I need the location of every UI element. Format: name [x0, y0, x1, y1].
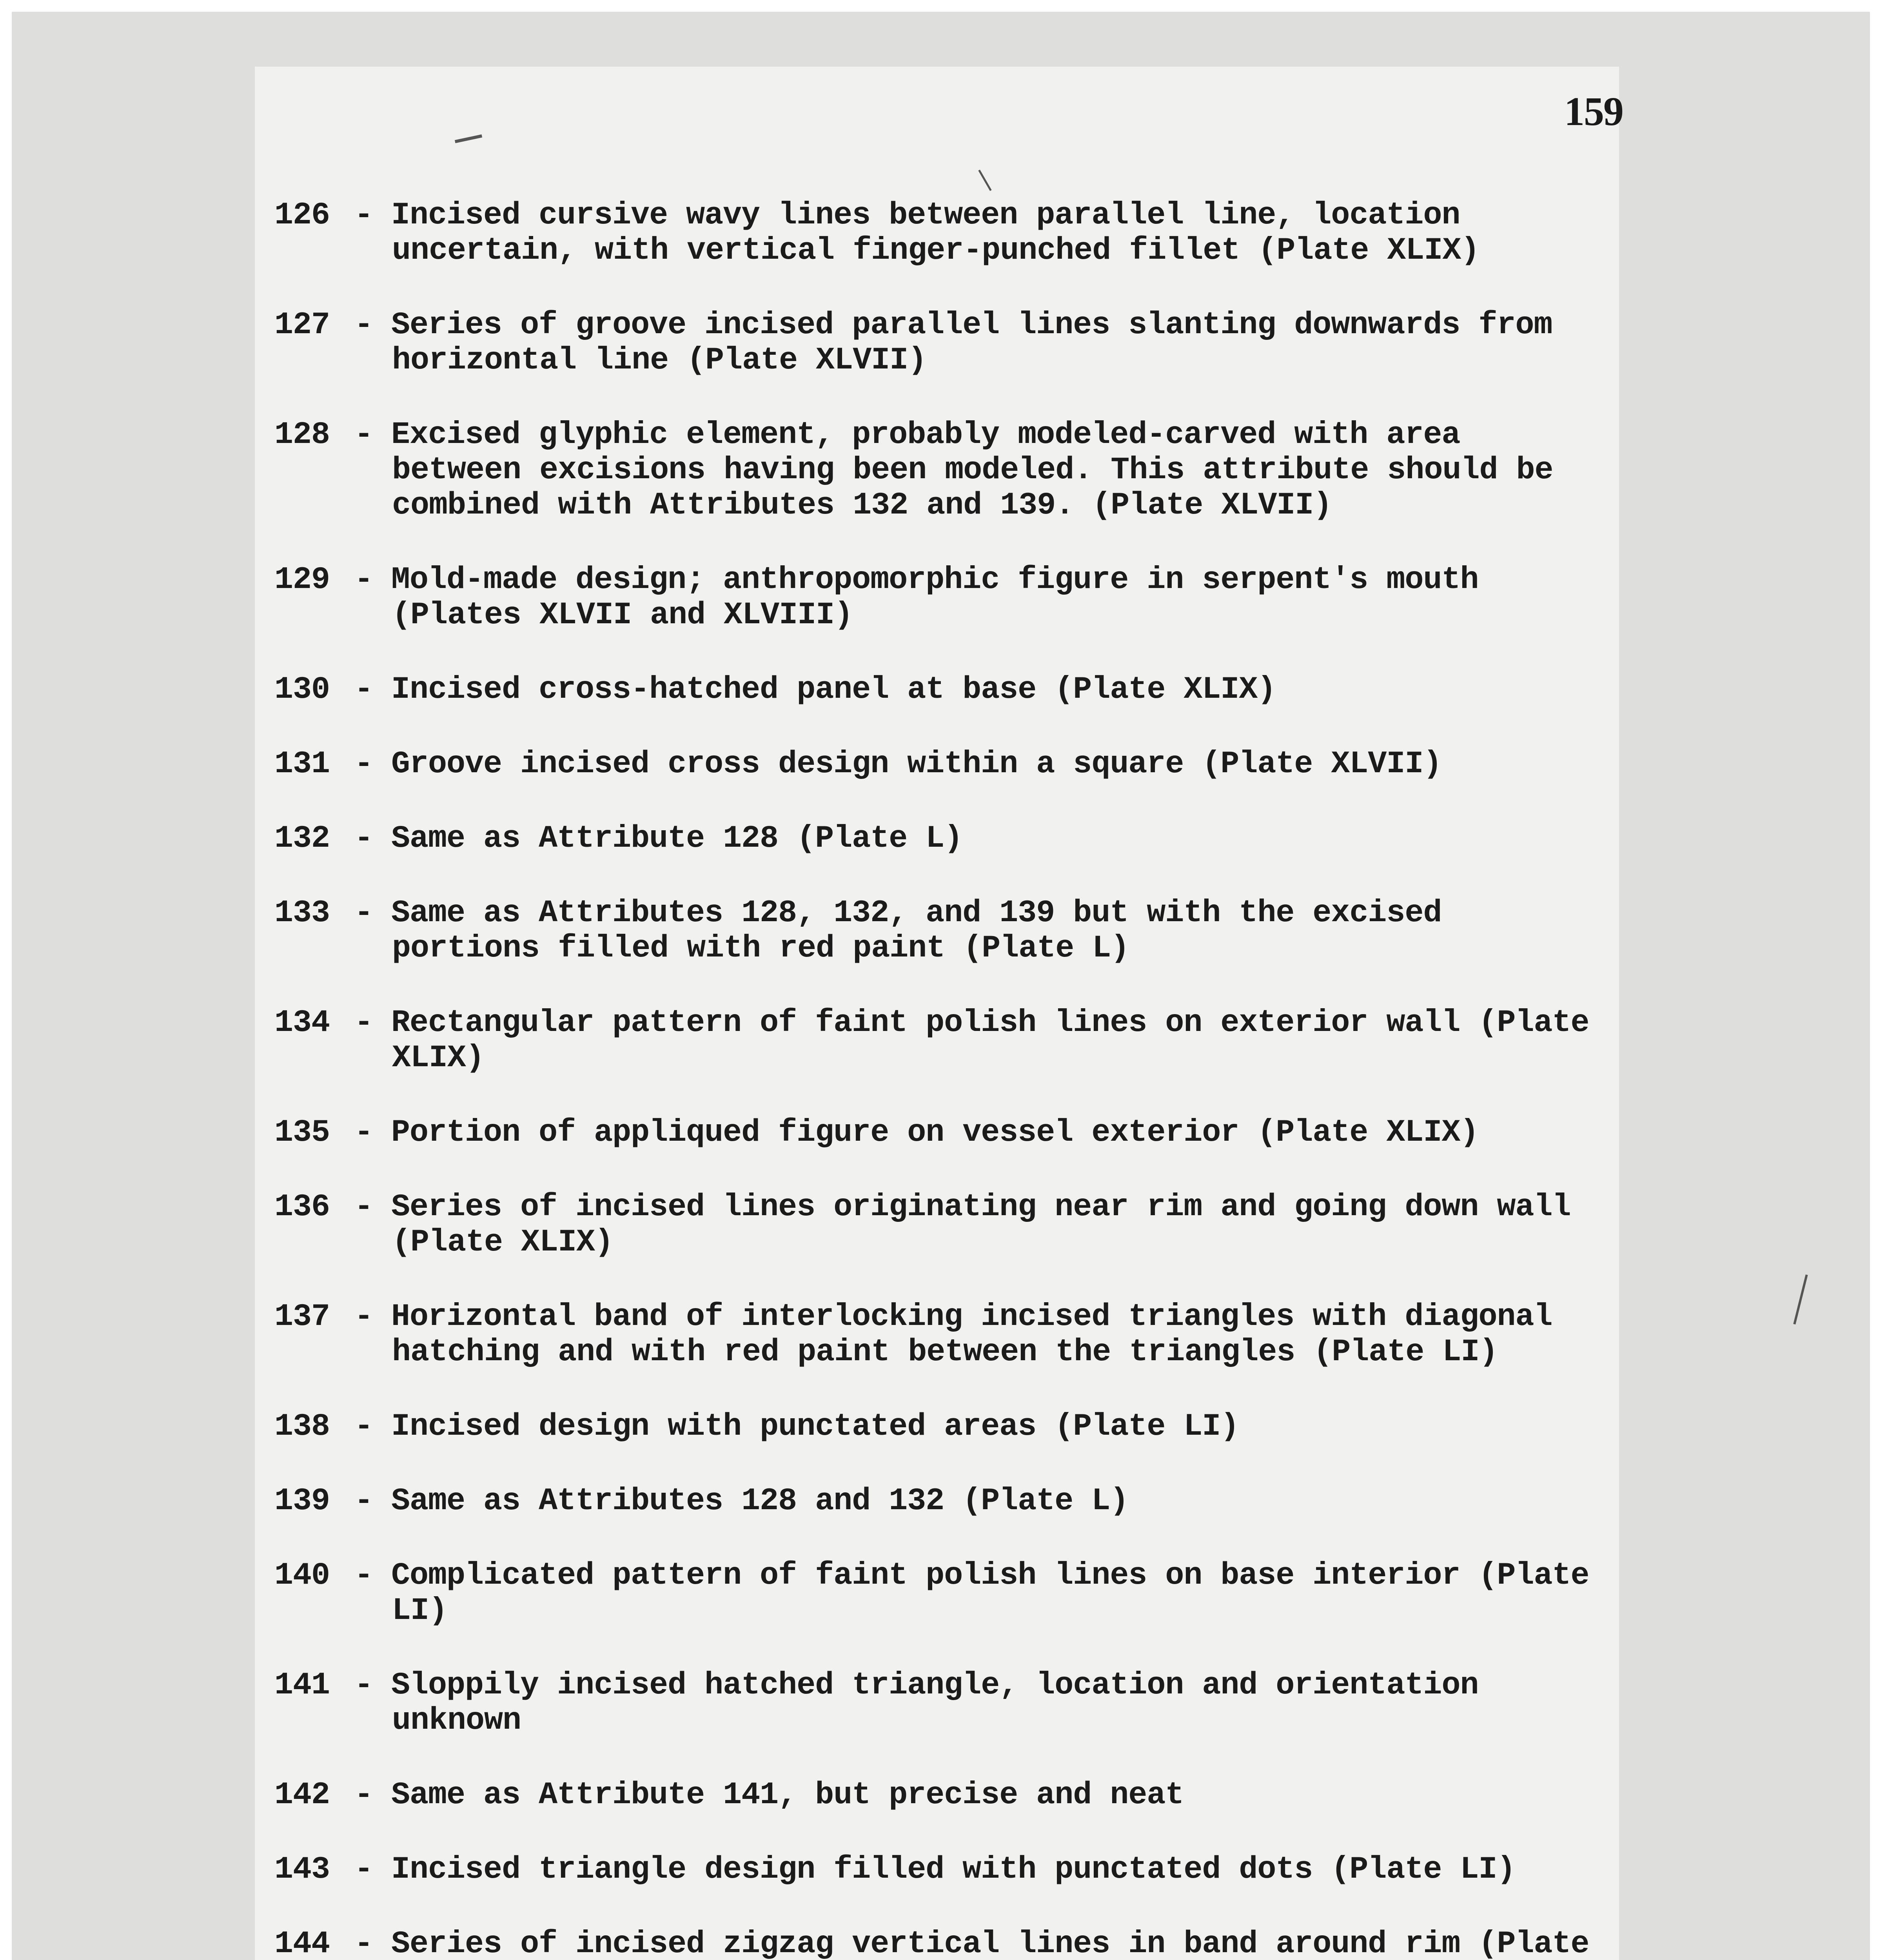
attribute-description: - Incised triangle design filled with punctated dots (Plate LI) [392, 1852, 1607, 1887]
attribute-description: - Same as Attribute 128 (Plate L) [392, 821, 1607, 857]
attribute-entry [274, 1190, 1607, 1260]
attribute-entry [274, 1778, 1607, 1813]
attribute-description: - Rectangular pattern of faint polish lines on exterior wall (Plate XLIX) [392, 1005, 1607, 1076]
attribute-description: - Same as Attributes 128, 132, and 139 but with the excised portions filled with red paint (Plate L) [392, 896, 1607, 966]
attribute-number: 137 [274, 1299, 330, 1335]
attribute-entry [274, 747, 1607, 782]
attribute-entry [274, 308, 1607, 378]
attribute-description: - Sloppily incised hatched triangle, location and orientation unknown [392, 1668, 1607, 1739]
attribute-description: - Series of incised zigzag vertical lines in band around rim (Plate [392, 1927, 1607, 1960]
attribute-number: 138 [274, 1409, 330, 1445]
attribute-description: - Excised glyphic element, probably modeled-carved with area between excisions having been modeled. This attribute should be combined with Attributes 132 and 139. (Plate XLVII) [392, 417, 1607, 523]
attribute-description: - Groove incised cross design within a square (Plate XLVII) [392, 747, 1607, 782]
attribute-number: 142 [274, 1777, 330, 1813]
attribute-entry [274, 417, 1607, 523]
attribute-entry [274, 1927, 1607, 1960]
attribute-description: - Incised design with punctated areas (Plate LI) [392, 1409, 1607, 1445]
attribute-entry [274, 1005, 1607, 1076]
attribute-entry [274, 1852, 1607, 1887]
attribute-description: - Portion of appliqued figure on vessel exterior (Plate XLIX) [392, 1115, 1607, 1151]
attribute-entry [274, 563, 1607, 633]
attribute-description: - Complicated pattern of faint polish lines on base interior (Plate LI) [392, 1558, 1607, 1629]
attribute-description: - Series of incised lines originating near rim and going down wall (Plate XLIX) [392, 1190, 1607, 1260]
page-number: 159 [1564, 89, 1623, 134]
attribute-description: - Horizontal band of interlocking incised triangles with diagonal hatching and with red paint between the triangles (Plate LI) [392, 1299, 1607, 1370]
attribute-number: 135 [274, 1115, 330, 1151]
attribute-entry [274, 1484, 1607, 1519]
attribute-description: - Series of groove incised parallel lines slanting downwards from horizontal line (Plate XLVII) [392, 308, 1607, 378]
attribute-number: 131 [274, 746, 330, 782]
attribute-entry [274, 1558, 1607, 1629]
attribute-number: 127 [274, 307, 330, 343]
attribute-number: 143 [274, 1852, 330, 1887]
attribute-number: 128 [274, 417, 330, 453]
attribute-number: 139 [274, 1483, 330, 1519]
attribute-description: - Incised cursive wavy lines between parallel line, location uncertain, with vertical finger-punched fillet (Plate XLIX) [392, 198, 1607, 269]
attribute-entry [274, 896, 1607, 966]
attribute-description: - Same as Attributes 128 and 132 (Plate L) [392, 1484, 1607, 1519]
attribute-entry [274, 672, 1607, 708]
attribute-list [274, 198, 1607, 1960]
attribute-description: - Same as Attribute 141, but precise and neat [392, 1778, 1607, 1813]
attribute-number: 140 [274, 1558, 330, 1593]
attribute-entry [274, 821, 1607, 857]
attribute-entry [274, 1409, 1607, 1445]
attribute-entry [274, 1115, 1607, 1151]
attribute-number: 132 [274, 821, 330, 857]
attribute-number: 144 [274, 1926, 330, 1960]
attribute-entry [274, 1299, 1607, 1370]
attribute-number: 136 [274, 1189, 330, 1225]
attribute-number: 130 [274, 672, 330, 708]
attribute-number: 129 [274, 562, 330, 598]
attribute-number: 141 [274, 1668, 330, 1703]
attribute-number: 134 [274, 1005, 330, 1041]
attribute-description: - Mold-made design; anthropomorphic figure in serpent's mouth (Plates XLVII and XLVIII) [392, 563, 1607, 633]
attribute-number: 133 [274, 895, 330, 931]
attribute-entry [274, 1668, 1607, 1739]
attribute-number: 126 [274, 198, 330, 233]
attribute-description: - Incised cross-hatched panel at base (Plate XLIX) [392, 672, 1607, 708]
attribute-entry [274, 198, 1607, 269]
